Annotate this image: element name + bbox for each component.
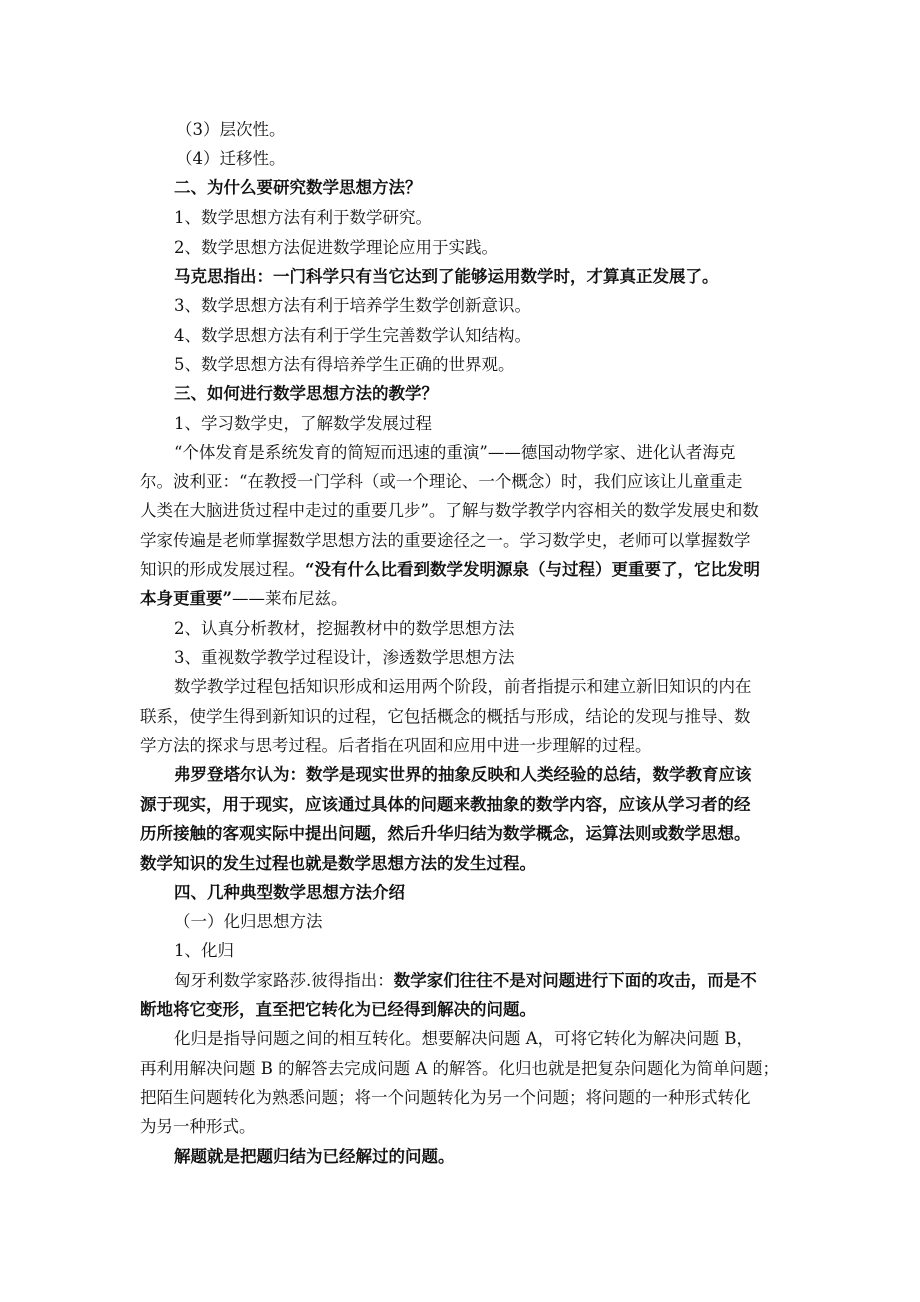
quote-line: 解题就是把题归结为已经解过的问题。 [174,1147,455,1166]
text-line: 2、认真分析教材，挖掘教材中的数学思想方法 [174,619,515,638]
text-line [140,558,760,582]
text-line: 再利用解决问题 B 的解答去完成问题 A 的解答。化归也就是把复杂问题化为简单问题； [140,1059,780,1078]
section-heading: 二、为什么要研究数学思想方法？ [174,178,422,197]
text-line [174,969,757,993]
text-line: 2、数学思想方法促进数学理论应用于实践。 [174,238,498,257]
text-line: 化归是指导问题之间的相互转化。想要解决问题 A，可将它转化为解决问题 B， [174,1029,754,1048]
text-segment: 知识的形成发展过程。 [140,560,305,579]
text-segment: 匈牙利数学家路莎.彼得指出： [174,971,394,990]
quote-line: 历所接触的客观实际中提出问题，然后升华归结为数学概念，运算法则或数学思想。 [140,824,751,843]
text-line: 为另一种形式。 [140,1117,256,1136]
text-line: 4、数学思想方法有利于学生完善数学认知结构。 [174,326,531,345]
text-line: 5、数学思想方法有得培养学生正确的世界观。 [174,355,515,374]
text-line [140,587,348,611]
text-line: 3、数学思想方法有利于培养学生数学创新意识。 [174,296,531,315]
text-line: （一）化归思想方法 [174,912,323,931]
quote-line: 马克思指出：一门科学只有当它达到了能够运用数学时，才算真正发展了。 [174,267,719,286]
section-heading: 四、几种典型数学思想方法介绍 [174,883,405,902]
text-line: （3）层次性。 [176,120,286,139]
text-line: 3、重视数学教学过程设计，渗透数学思想方法 [174,648,515,667]
attribution-segment: ——莱布尼兹。 [232,589,348,608]
quote-line: 断地将它变形，直至把它转化为已经得到解决的问题。 [140,1000,536,1019]
section-heading: 三、如何进行数学思想方法的教学？ [174,384,438,403]
text-line: 人类在大脑进货过程中走过的重要几步”。了解与数学教学内容相关的数学发展史和数 [140,501,759,520]
text-line: 学家传遍是老师掌握数学思想方法的重要途径之一。学习数学史，老师可以掌握数学 [140,531,751,550]
text-line: 尔。波利亚：“在教授一门学科（或一个理论、一个概念）时，我们应该让儿童重走 [140,472,743,491]
quote-segment: 本身更重要” [140,589,232,608]
quote-line: 数学知识的发生过程也就是数学思想方法的发生过程。 [140,854,536,873]
text-line: 1、学习数学史，了解数学发展过程 [174,414,432,433]
quote-segment: “没有什么比看到数学发明源泉（与过程）更重要了，它比发明 [305,560,760,579]
text-line: 把陌生问题转化为熟悉问题；将一个问题转化为另一个问题；将问题的一种形式转化 [140,1088,751,1107]
text-line: 学方法的探求与思考过程。后者指在巩固和应用中进一步理解的过程。 [140,736,652,755]
text-line: 1、数学思想方法有利于数学研究。 [174,208,432,227]
text-line: 1、化归 [174,941,234,960]
text-line: （4）迁移性。 [176,149,286,168]
text-line: “个体发育是系统发育的简短而迅速的重演”——德国动物学家、进化认者海克 [174,443,736,462]
quote-line: 源于现实，用于现实，应该通过具体的问题来教抽象的数学内容，应该从学习者的经 [140,795,751,814]
quote-segment: 数学家们往往不是对问题进行下面的攻击，而是不 [393,971,757,990]
text-line: 联系，使学生得到新知识的过程，它包括概念的概括与形成，结论的发现与推导、数 [140,707,751,726]
text-line: 数学教学过程包括知识形成和运用两个阶段，前者指提示和建立新旧知识的内在 [174,677,752,696]
quote-line: 弗罗登塔尔认为：数学是现实世界的抽象反映和人类经验的总结，数学教育应该 [174,765,752,784]
